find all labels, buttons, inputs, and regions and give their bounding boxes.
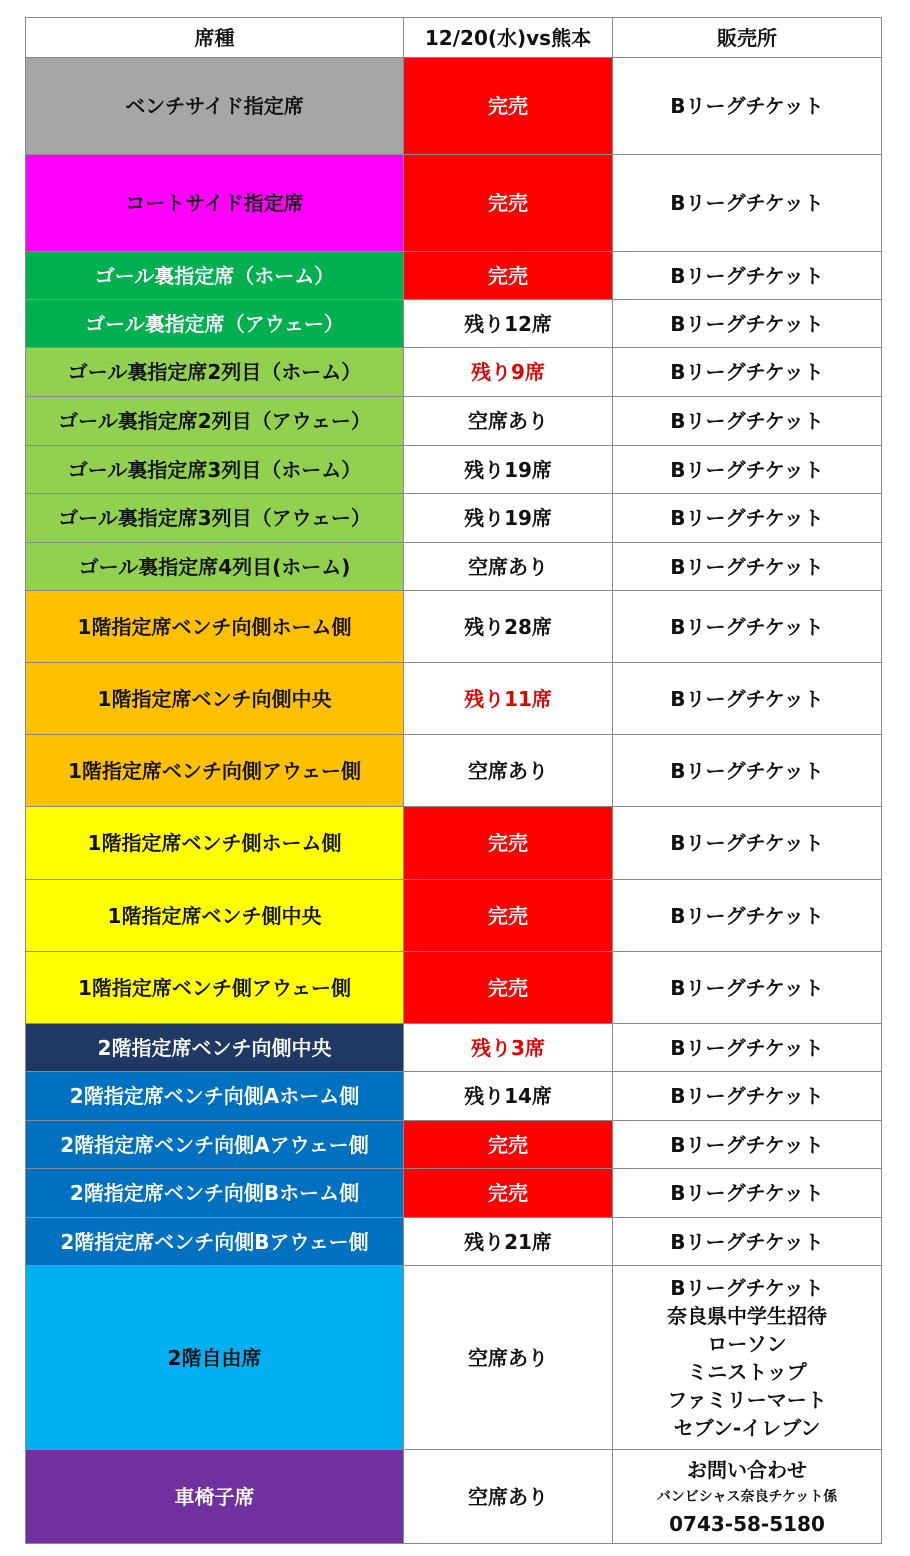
status-cell: 残り21席 xyxy=(404,1218,613,1266)
status-cell: 残り28席 xyxy=(404,591,613,663)
status-cell: 完売 xyxy=(404,58,613,155)
seat-type-cell: 1階指定席ベンチ向側中央 xyxy=(26,663,404,735)
seat-type-cell: ゴール裏指定席（ホーム） xyxy=(26,252,404,300)
table-row xyxy=(26,1072,882,1121)
seat-type-cell: ベンチサイド指定席 xyxy=(26,58,404,155)
seller-cell: Bリーグチケット xyxy=(613,1024,882,1072)
seller-name: ローソン xyxy=(707,1331,787,1356)
seat-type-cell: ゴール裏指定席4列目(ホーム) xyxy=(26,543,404,591)
table-row xyxy=(26,735,882,807)
table-row xyxy=(26,543,882,591)
seller-name: ファミリーマート xyxy=(667,1387,827,1412)
seat-type-cell: ゴール裏指定席2列目（ホーム） xyxy=(26,348,404,397)
seller-list-cell xyxy=(613,1266,882,1450)
status-cell: 空席あり xyxy=(404,543,613,591)
status-cell: 残り9席 xyxy=(404,348,613,397)
status-cell: 完売 xyxy=(404,807,613,880)
seat-type-cell: 車椅子席 xyxy=(26,1450,404,1544)
status-cell: 残り19席 xyxy=(404,494,613,543)
table-row xyxy=(26,663,882,735)
table-row xyxy=(26,397,882,446)
seller-name: Bリーグチケット xyxy=(670,1275,824,1300)
seller-cell: Bリーグチケット xyxy=(613,494,882,543)
status-cell: 完売 xyxy=(404,1169,613,1218)
seller-cell: Bリーグチケット xyxy=(613,807,882,880)
seller-cell: Bリーグチケット xyxy=(613,1121,882,1169)
seller-cell: Bリーグチケット xyxy=(613,58,882,155)
status-cell: 残り11席 xyxy=(404,663,613,735)
seller-cell: Bリーグチケット xyxy=(613,952,882,1024)
status-cell: 完売 xyxy=(404,952,613,1024)
table-row xyxy=(26,494,882,543)
seat-type-cell: ゴール裏指定席3列目（アウェー） xyxy=(26,494,404,543)
seller-name: セブン-イレブン xyxy=(673,1415,821,1440)
seat-type-cell: 2階指定席ベンチ向側中央 xyxy=(26,1024,404,1072)
status-cell: 空席あり xyxy=(404,1450,613,1544)
status-cell: 空席あり xyxy=(404,1266,613,1450)
table-row xyxy=(26,300,882,348)
seat-type-cell: ゴール裏指定席2列目（アウェー） xyxy=(26,397,404,446)
contact-title: お問い合わせ xyxy=(687,1457,807,1482)
seller-name: 奈良県中学生招待 xyxy=(667,1303,827,1328)
seat-type-cell: 1階指定席ベンチ向側アウェー側 xyxy=(26,735,404,807)
seller-cell: Bリーグチケット xyxy=(613,1072,882,1121)
table-row xyxy=(26,252,882,300)
seller-cell: Bリーグチケット xyxy=(613,1218,882,1266)
seller-cell: Bリーグチケット xyxy=(613,663,882,735)
seat-type-cell: ゴール裏指定席（アウェー） xyxy=(26,300,404,348)
status-cell: 空席あり xyxy=(404,735,613,807)
status-cell: 残り3席 xyxy=(404,1024,613,1072)
status-cell: 完売 xyxy=(404,155,613,252)
seller-cell: Bリーグチケット xyxy=(613,252,882,300)
seat-type-cell: 1階指定席ベンチ側アウェー側 xyxy=(26,952,404,1024)
seat-type-cell: ゴール裏指定席3列目（ホーム） xyxy=(26,446,404,494)
table-row xyxy=(26,1266,882,1450)
contact-name: バンビシャス奈良チケット係 xyxy=(656,1488,838,1505)
seller-cell: Bリーグチケット xyxy=(613,397,882,446)
seat-type-cell: 2階指定席ベンチ向側Bホーム側 xyxy=(26,1169,404,1218)
status-cell: 完売 xyxy=(404,880,613,952)
header-seat-type: 席種 xyxy=(26,18,404,58)
table-row xyxy=(26,1121,882,1169)
status-cell: 空席あり xyxy=(404,397,613,446)
seller-name: ミニストップ xyxy=(687,1359,807,1384)
status-cell: 残り19席 xyxy=(404,446,613,494)
table-row xyxy=(26,952,882,1024)
table-row xyxy=(26,880,882,952)
seller-cell: Bリーグチケット xyxy=(613,880,882,952)
seat-type-cell: 2階指定席ベンチ向側Bアウェー側 xyxy=(26,1218,404,1266)
seller-cell: Bリーグチケット xyxy=(613,1169,882,1218)
seat-type-cell: 2階指定席ベンチ向側Aアウェー側 xyxy=(26,1121,404,1169)
table-header-row xyxy=(26,18,882,58)
seller-cell: Bリーグチケット xyxy=(613,543,882,591)
seat-type-cell: 2階指定席ベンチ向側Aホーム側 xyxy=(26,1072,404,1121)
status-cell: 残り14席 xyxy=(404,1072,613,1121)
table-row xyxy=(26,591,882,663)
status-cell: 残り12席 xyxy=(404,300,613,348)
seat-type-cell: 2階自由席 xyxy=(26,1266,404,1450)
ticket-availability-table xyxy=(25,17,882,1544)
table-row xyxy=(26,58,882,155)
header-seller: 販売所 xyxy=(613,18,882,58)
seller-cell: Bリーグチケット xyxy=(613,591,882,663)
table-row xyxy=(26,807,882,880)
contact-cell xyxy=(613,1450,882,1544)
table-row xyxy=(26,446,882,494)
seller-cell: Bリーグチケット xyxy=(613,300,882,348)
seller-cell: Bリーグチケット xyxy=(613,155,882,252)
seller-cell: Bリーグチケット xyxy=(613,446,882,494)
seat-type-cell: 1階指定席ベンチ向側ホーム側 xyxy=(26,591,404,663)
table-row xyxy=(26,1218,882,1266)
table-row xyxy=(26,1024,882,1072)
table-row xyxy=(26,155,882,252)
header-game: 12/20(水)vs熊本 xyxy=(404,18,613,58)
status-cell: 完売 xyxy=(404,1121,613,1169)
seat-type-cell: 1階指定席ベンチ側中央 xyxy=(26,880,404,952)
seat-type-cell: 1階指定席ベンチ側ホーム側 xyxy=(26,807,404,880)
seller-cell: Bリーグチケット xyxy=(613,735,882,807)
table-row xyxy=(26,1169,882,1218)
seller-cell: Bリーグチケット xyxy=(613,348,882,397)
status-cell: 完売 xyxy=(404,252,613,300)
seat-type-cell: コートサイド指定席 xyxy=(26,155,404,252)
table-row xyxy=(26,348,882,397)
table-row xyxy=(26,1450,882,1544)
contact-phone: 0743-58-5180 xyxy=(669,1511,825,1536)
